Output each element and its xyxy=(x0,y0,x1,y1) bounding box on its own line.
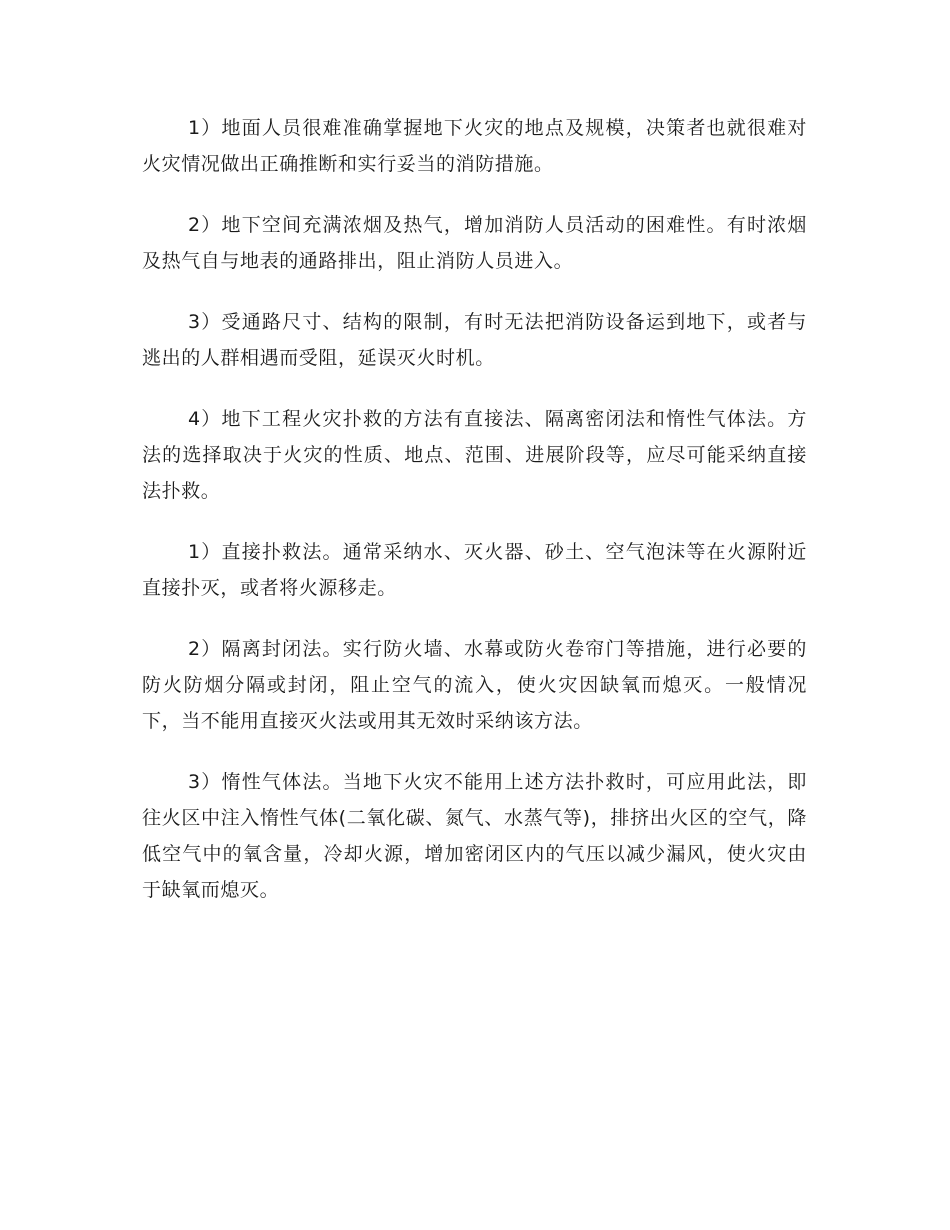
paragraph-method-inert-gas: 3）惰性气体法。当地下火灾不能用上述方法扑救时，可应用此法，即往火区中注入惰性气体(二氧化碳、氮气、水蒸气等)，排挤出火区的空气，降低空气中的氧含量，冷却火源，增加密闭区内的气压以减少漏风，使火灾由于缺氧而熄灭。 xyxy=(142,771,807,901)
paragraph-method-direct: 1）直接扑救法。通常采纳水、灭火器、砂土、空气泡沫等在火源附近直接扑灭，或者将火源移走。 xyxy=(142,541,807,599)
paragraph-methods-overview: 4）地下工程火灾扑救的方法有直接法、隔离密闭法和惰性气体法。方法的选择取决于火灾的性质、地点、范围、进展阶段等，应尽可能采纳直接法扑救。 xyxy=(142,408,807,502)
paragraph-method-isolation: 2）隔离封闭法。实行防火墙、水幕或防火卷帘门等措施，进行必要的防火防烟分隔或封闭，阻止空气的流入，使火灾因缺氧而熄灭。一般情况下，当不能用直接灭火法或用其无效时采纳该方法。 xyxy=(142,638,807,732)
paragraph-difficulty-2: 2）地下空间充满浓烟及热气，增加消防人员活动的困难性。有时浓烟及热气自与地表的通路排出，阻止消防人员进入。 xyxy=(142,214,807,272)
paragraph-difficulty-1: 1）地面人员很难准确掌握地下火灾的地点及规模，决策者也就很难对火灾情况做出正确推断和实行妥当的消防措施。 xyxy=(142,117,807,175)
paragraph-difficulty-3: 3）受通路尺寸、结构的限制，有时无法把消防设备运到地下，或者与逃出的人群相遇而受阻，延误灭火时机。 xyxy=(142,311,807,369)
document-body xyxy=(142,110,807,933)
